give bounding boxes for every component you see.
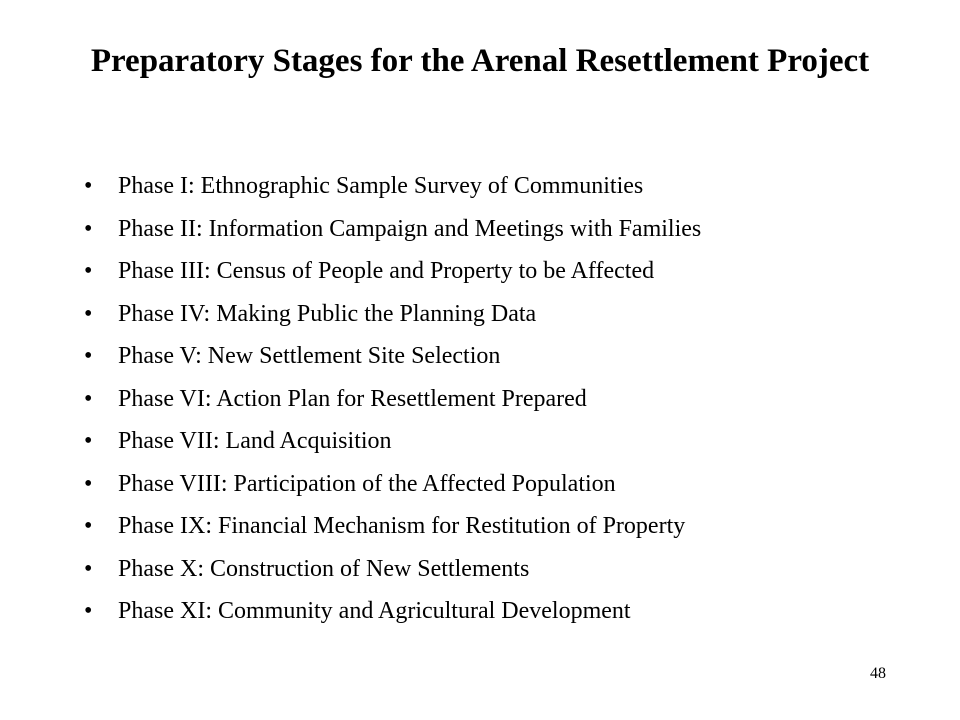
list-item (84, 165, 884, 208)
phase-label: Phase I: Ethnographic Sample Survey of Communities (118, 173, 644, 199)
phase-label: Phase XI: Community and Agricultural Development (118, 598, 631, 624)
phase-label: Phase VIII: Participation of the Affected Population (118, 470, 616, 497)
bullet-icon: • (84, 598, 93, 624)
list-item (84, 548, 884, 591)
list-item (84, 378, 884, 421)
phase-label: Phase VI: Action Plan for Resettlement Prepared (118, 385, 587, 412)
bullet-icon: • (84, 343, 93, 369)
phase-label: Phase X: Construction of New Settlements (118, 555, 530, 582)
bullet-icon: • (84, 385, 93, 412)
bullet-icon: • (84, 555, 93, 582)
bullet-icon: • (84, 258, 93, 284)
bullet-icon: • (84, 470, 93, 497)
phase-label: Phase VII: Land Acquisition (118, 428, 392, 454)
phase-label: Phase IV: Making Public the Planning Data (118, 300, 537, 327)
phase-label: Phase II: Information Campaign and Meetings with Families (118, 215, 702, 242)
phase-label: Phase IX: Financial Mechanism for Restitution of Property (118, 513, 686, 539)
slide-title: Preparatory Stages for the Arenal Resettlement Project (90, 43, 870, 79)
page-number: 48 (870, 665, 886, 682)
bullet-icon: • (84, 300, 93, 327)
bullet-icon: • (84, 215, 93, 242)
list-item (84, 463, 884, 506)
list-item (84, 293, 884, 336)
list-item (84, 250, 884, 293)
bullet-icon: • (84, 513, 93, 539)
bullet-icon: • (84, 173, 93, 199)
phase-label: Phase III: Census of People and Property to be Affected (118, 258, 655, 284)
list-item (84, 505, 884, 548)
list-item (84, 590, 884, 633)
phase-list (84, 165, 884, 633)
bullet-icon: • (84, 428, 93, 454)
list-item (84, 208, 884, 251)
phase-label: Phase V: New Settlement Site Selection (118, 343, 501, 369)
list-item (84, 420, 884, 463)
list-item (84, 335, 884, 378)
